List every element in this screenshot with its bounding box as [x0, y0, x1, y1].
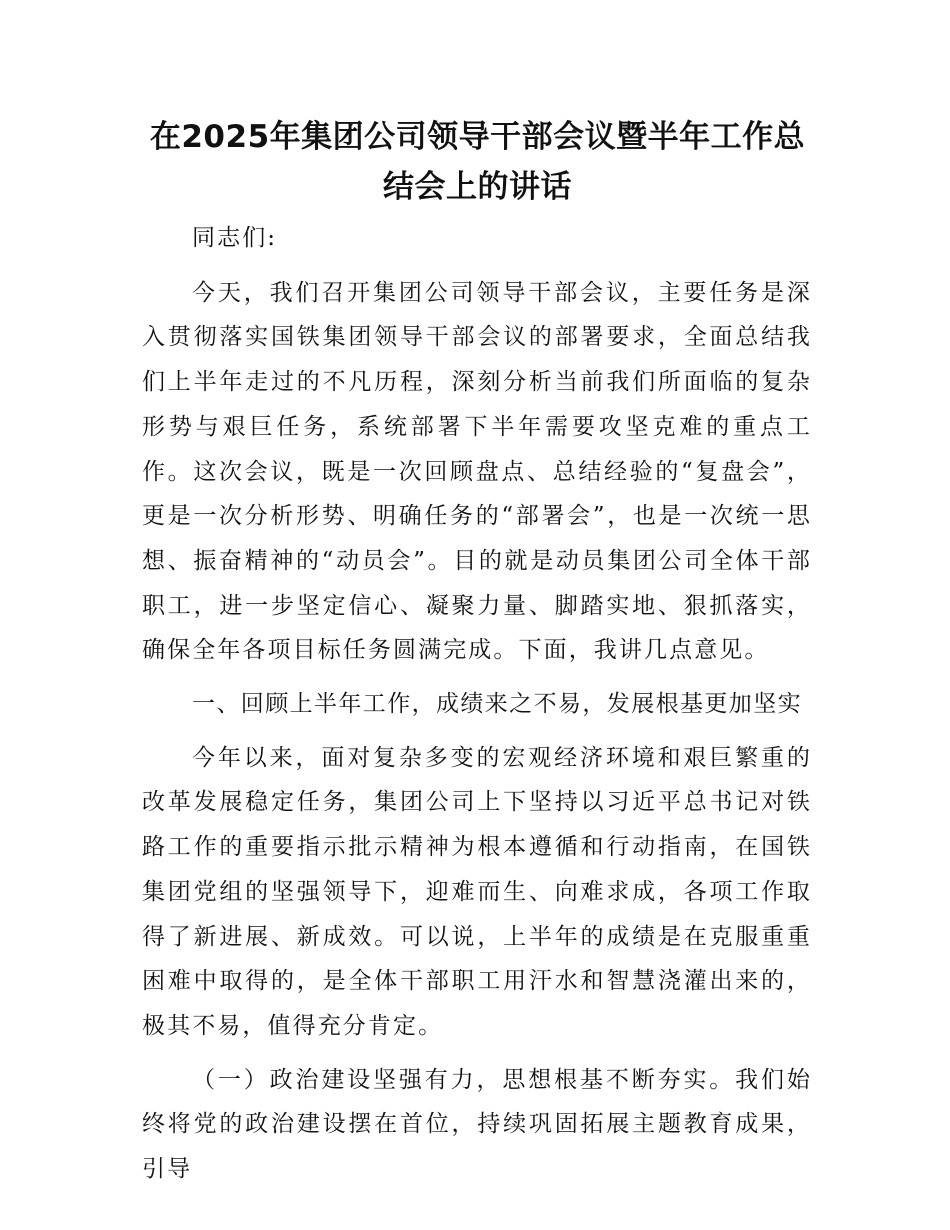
- section-heading-1: 一、回顾上半年工作，成绩来之不易，发展根基更加坚实: [192, 691, 802, 718]
- paragraph-opening: 今天，我们召开集团公司领导干部会议，主要任务是深入贯彻落实国铁集团领导干部会议的部署要求，全面总结我们上半年走过的不凡历程，深刻分析当前我们所面临的复杂形势与艰巨任务，系统部署下半年需要攻坚克难的重点工作。这次会议，既是一次回顾盘点、总结经验的“复盘会”，更是一次分析形势、明确任务的“部署会”，也是一次统一思想、振奋精神的“动员会”。目的就是动员集团公司全体干部职工，进一步坚定信心、凝聚力量、脚踏实地、狠抓落实，确保全年各项目标任务圆满完成。下面，我讲几点意见。: [142, 279, 812, 664]
- paragraph-subsection-1: （一）政治建设坚强有力，思想根基不断夯实。我们始终将党的政治建设摆在首位，持续巩固拓展主题教育成果，引导: [142, 1066, 812, 1183]
- paragraph-review: 今年以来，面对复杂多变的宏观经济环境和艰巨繁重的改革发展稳定任务，集团公司上下坚持以习近平总书记对铁路工作的重要指示批示精神为根本遵循和行动指南，在国铁集团党组的坚强领导下，迎难而生、向难求成，各项工作取得了新进展、新成效。可以说，上半年的成绩是在克服重重困难中取得的，是全体干部职工用汗水和智慧浇灌出来的，极其不易，值得充分肯定。: [142, 744, 812, 1039]
- document-title: 在2025年集团公司领导干部会议暨半年工作总结会上的讲话: [149, 119, 806, 205]
- document-body: [142, 216, 812, 1201]
- salutation: 同志们:: [192, 225, 278, 251]
